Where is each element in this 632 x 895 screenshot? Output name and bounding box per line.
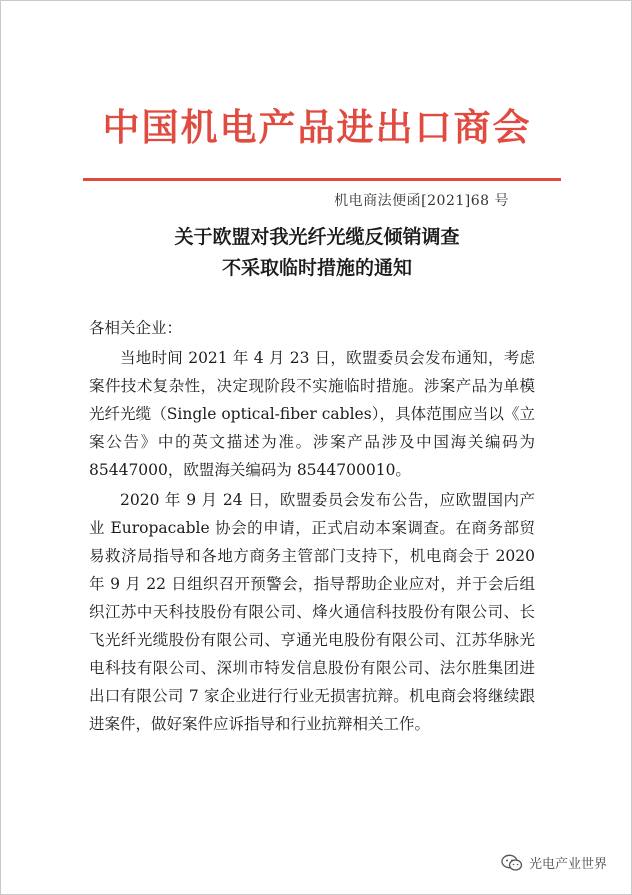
paragraph-2: 2020 年 9 月 24 日，欧盟委员会发布公告，应欧盟国内产业 Europacable 协会的申请，正式启动本案调查。在商务部贸易救济局指导和各地方商务主管部门支持下，机电商会于 2020 年 9 月 22 日组织召开预警会，指导帮助企业应对，并于会后组织江苏中天科技股份有限公司、烽火通信科技股份有限公司、长飞光纤光缆股份有限公司、亨通光电股份有限公司、江苏华脉光电科技有限公司、深圳市特发信息股份有限公司、法尔胜集团进出口有限公司 7 家企业进行行业无损害抗辩。机电商会将继续跟进案件，做好案件应诉指导和行业抗辩相关工作。 (89, 491, 535, 733)
title-line-1: 关于欧盟对我光纤光缆反倾销调查 (174, 226, 460, 248)
title-line-2: 不采取临时措施的通知 (221, 257, 412, 279)
wechat-icon (501, 854, 523, 872)
letterhead-org-name: 中国机电产品进出口商会 (102, 106, 532, 149)
salutation: 各相关企业： (89, 319, 183, 337)
paragraph-1: 当地时间 2021 年 4 月 23 日，欧盟委员会发布通知，考虑案件技术复杂性，决定现阶段不实施临时措施。涉案产品为单模光纤光缆（Single optical-fiber cables），具体范围应当以《立案公告》中的英文描述为准。涉案产品涉及中国海关编码为 85447000，欧盟海关编码为 8544700010。 (89, 349, 535, 479)
letterhead-divider (83, 178, 561, 181)
document-title (1, 222, 632, 284)
document-body (89, 314, 535, 740)
watermark (497, 851, 611, 874)
watermark-text: 光电产业世界 (528, 857, 607, 872)
document-number: 机电商法便函[2021]68 号 (334, 193, 509, 209)
